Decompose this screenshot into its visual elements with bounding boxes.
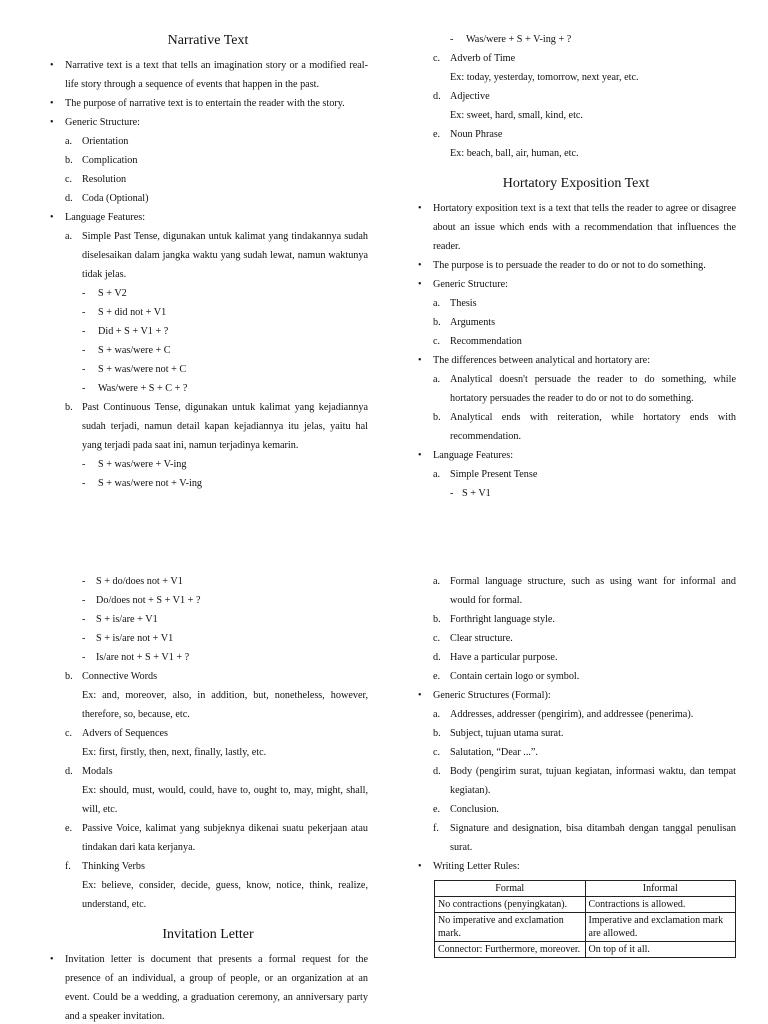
list-item [433, 572, 736, 610]
list-text: Thinking Verbs [82, 861, 145, 872]
list-label: a. [433, 298, 441, 309]
bullet-icon: • [418, 260, 422, 271]
bullet-item [416, 199, 736, 256]
bullet-item [48, 113, 368, 132]
list-label: c. [433, 747, 441, 758]
example-text: Ex: beach, ball, air, human, etc. [450, 148, 579, 159]
example-text: Ex: should, must, would, could, have to, ought to, may, might, shall, will, etc. [82, 785, 368, 815]
list-item [433, 705, 736, 724]
list-item [433, 465, 736, 484]
dash-icon: - [82, 576, 86, 587]
table-header-row [435, 881, 736, 897]
list-item [433, 370, 736, 408]
formula-text: S + is/are not + V1 [96, 633, 174, 644]
formula-line [82, 303, 368, 322]
list-item [65, 724, 368, 743]
list-item [433, 294, 736, 313]
bullet-icon: • [50, 117, 54, 128]
list-text: Subject, tujuan utama surat. [450, 728, 564, 739]
bullet-item [416, 275, 736, 294]
list-label: b. [65, 671, 73, 682]
list-label: a. [65, 231, 73, 242]
list-text: Have a particular purpose. [450, 652, 558, 663]
hortatory-continued-section [48, 572, 368, 1024]
formula-text: Is/are not + S + V1 + ? [96, 652, 190, 663]
list-item [65, 227, 368, 284]
bullet-item [48, 94, 368, 113]
example-text: Ex: sweet, hard, small, kind, etc. [450, 110, 583, 121]
list-item [433, 743, 736, 762]
bullet-text: Generic Structure: [433, 279, 508, 290]
list-text: Thesis [450, 298, 477, 309]
list-label: b. [65, 402, 73, 413]
bullet-text: Invitation letter is document that presents a formal request for the presence of an individual, a group of people, or an organization at an event. Could be a wedding, a graduation ceremony, an anniversary party and a speaker invitation. [65, 954, 368, 1022]
table-row [435, 897, 736, 913]
narrative-section [48, 32, 368, 493]
list-text: Conclusion. [450, 804, 499, 815]
list-label: f. [433, 823, 439, 834]
formula-line [82, 455, 368, 474]
narrative-continued-section [416, 30, 736, 503]
table-header: Informal [585, 881, 736, 897]
writing-rules-table [434, 880, 736, 958]
list-label: b. [433, 412, 441, 423]
dash-icon: - [82, 614, 86, 625]
bullet-item [416, 446, 736, 465]
bullet-item [416, 857, 736, 876]
bullet-text: Generic Structure: [65, 117, 140, 128]
formula-line [82, 629, 368, 648]
dash-icon: - [82, 633, 86, 644]
table-cell: Imperative and exclamation mark are allowed. [585, 913, 736, 942]
list-item [433, 819, 736, 857]
bullet-item [48, 950, 368, 1024]
list-label: a. [433, 576, 441, 587]
list-text: Addresses, addresser (pengirim), and addressee (penerima). [450, 709, 694, 720]
dash-icon: - [82, 478, 86, 489]
table-row [435, 942, 736, 958]
bullet-text: The purpose is to persuade the reader to do or not to do something. [433, 260, 706, 271]
list-item [65, 667, 368, 686]
list-item [65, 189, 368, 208]
list-label: d. [65, 766, 73, 777]
list-label: c. [433, 633, 441, 644]
bullet-icon: • [418, 450, 422, 461]
formula-line [82, 322, 368, 341]
bullet-icon: • [418, 690, 422, 701]
bullet-icon: • [418, 279, 422, 290]
list-item [433, 408, 736, 446]
dash-icon: - [82, 383, 86, 394]
list-text: Passive Voice, kalimat yang subjeknya dikenai suatu pekerjaan atau tindakan dari kata kerjanya. [82, 823, 368, 853]
formula-text: S + V2 [98, 288, 127, 299]
formula-text: S + do/does not + V1 [96, 576, 183, 587]
list-label: b. [433, 614, 441, 625]
list-label: d. [433, 91, 441, 102]
list-label: e. [65, 823, 73, 834]
formula-text: Was/were + S + V-ing + ? [466, 34, 572, 45]
list-label: c. [433, 53, 441, 64]
list-text: Salutation, “Dear ...”. [450, 747, 538, 758]
list-text: Coda (Optional) [82, 193, 149, 204]
example-text: Ex: and, moreover, also, in addition, but, nonetheless, however, therefore, so, because, etc. [82, 690, 368, 720]
list-text: Adverb of Time [450, 53, 516, 64]
list-text: Noun Phrase [450, 129, 503, 140]
section-title: Narrative Text [167, 33, 249, 48]
formula-line [82, 591, 368, 610]
list-label: e. [433, 804, 441, 815]
list-item [65, 151, 368, 170]
list-text: Orientation [82, 136, 129, 147]
formula-text: S + did not + V1 [98, 307, 167, 318]
list-text: Advers of Sequences [82, 728, 169, 739]
list-text: Signature and designation, bisa ditambah dengan tanggal penulisan surat. [450, 823, 736, 853]
table-header: Formal [435, 881, 586, 897]
dash-icon: - [82, 459, 86, 470]
list-item [433, 125, 736, 144]
bullet-icon: • [418, 861, 422, 872]
dash-icon: - [450, 488, 454, 499]
section-title: Hortatory Exposition Text [502, 176, 650, 191]
bullet-text: Narrative text is a text that tells an imagination story or a modified real-life story through a sequence of events that happen in the past. [65, 60, 368, 90]
list-label: b. [65, 155, 73, 166]
list-label: d. [65, 193, 73, 204]
formula-text: S + was/were not + C [98, 364, 187, 375]
list-item [65, 398, 368, 455]
section-title: Invitation Letter [162, 927, 254, 942]
list-text: Simple Present Tense [450, 469, 538, 480]
list-text: Contain certain logo or symbol. [450, 671, 580, 682]
list-text: Adjective [450, 91, 490, 102]
list-label: d. [433, 766, 441, 777]
list-item [433, 610, 736, 629]
formula-text: S + is/are + V1 [96, 614, 158, 625]
list-item [433, 800, 736, 819]
table-cell: Connector: Furthermore, moreover. [435, 942, 586, 958]
table-cell: No contractions (penyingkatan). [435, 897, 586, 913]
list-item [65, 857, 368, 876]
bullet-text: Generic Structures (Formal): [433, 690, 551, 701]
dash-icon: - [82, 345, 86, 356]
bullet-text: The differences between analytical and hortatory are: [433, 355, 651, 366]
list-text: Arguments [450, 317, 496, 328]
formula-line [82, 648, 368, 667]
list-label: a. [433, 374, 441, 385]
list-text: Complication [82, 155, 138, 166]
formula-text: S + V1 [462, 488, 491, 499]
list-item [433, 629, 736, 648]
page-gap [0, 528, 768, 562]
bullet-icon: • [418, 203, 422, 214]
list-text: Recommendation [450, 336, 522, 347]
list-label: b. [433, 728, 441, 739]
formula-line [82, 572, 368, 591]
list-label: a. [433, 709, 441, 720]
list-item [433, 87, 736, 106]
list-item [433, 648, 736, 667]
table-cell: Contractions is allowed. [585, 897, 736, 913]
dash-icon: - [82, 288, 86, 299]
formula-line [82, 610, 368, 629]
dash-icon: - [82, 652, 86, 663]
bullet-icon: • [50, 212, 54, 223]
list-item [65, 819, 368, 857]
formula-line [450, 30, 736, 49]
list-label: a. [433, 469, 441, 480]
example-text: Ex: first, firstly, then, next, finally, lastly, etc. [82, 747, 267, 758]
formula-text: Was/were + S + C + ? [98, 383, 188, 394]
bullet-icon: • [50, 98, 54, 109]
list-text: Resolution [82, 174, 127, 185]
formula-line [82, 341, 368, 360]
list-label: e. [433, 671, 441, 682]
list-label: c. [65, 174, 73, 185]
bullet-text: Hortatory exposition text is a text that tells the reader to agree or disagree about an issue which ends with a recommendation that influences the reader. [433, 203, 736, 252]
table-cell: On top of it all. [585, 942, 736, 958]
list-label: a. [65, 136, 73, 147]
formula-text: Did + S + V1 + ? [98, 326, 169, 337]
table-row [435, 913, 736, 942]
bullet-text: The purpose of narrative text is to entertain the reader with the story. [65, 98, 345, 109]
list-text: Clear structure. [450, 633, 513, 644]
list-label: c. [433, 336, 441, 347]
formula-text: S + was/were not + V-ing [98, 478, 203, 489]
list-text: Past Continuous Tense, digunakan untuk kalimat yang kejadiannya sudah terjadi, namun detail kapan kejadiannya itu jelas, yaitu hal yang terjadi pada saat ini, namun terjadinya kemarin. [82, 402, 368, 451]
list-label: b. [433, 317, 441, 328]
document-page-2 [0, 562, 768, 1024]
formula-line [82, 284, 368, 303]
list-item [65, 170, 368, 189]
formula-text: Do/does not + S + V1 + ? [96, 595, 201, 606]
list-text: Modals [82, 766, 113, 777]
list-item [65, 762, 368, 781]
dash-icon: - [82, 307, 86, 318]
formula-line [450, 484, 736, 503]
list-item [65, 132, 368, 151]
formula-text: S + was/were + V-ing [98, 459, 187, 470]
list-label: f. [65, 861, 71, 872]
bullet-icon: • [50, 60, 54, 71]
list-label: e. [433, 129, 441, 140]
invitation-continued-section [416, 572, 736, 958]
list-label: c. [65, 728, 73, 739]
table-cell: No imperative and exclamation mark. [435, 913, 586, 942]
list-text: Body (pengirim surat, tujuan kegiatan, informasi waktu, dan tempat kegiatan). [450, 766, 736, 796]
bullet-text: Language Features: [65, 212, 146, 223]
list-item [433, 49, 736, 68]
list-text: Simple Past Tense, digunakan untuk kalimat yang tindakannya sudah diselesaikan dalam jangka waktu yang sudah lewat, namun waktunya tidak jelas. [82, 231, 368, 280]
list-text: Analytical doesn't persuade the reader to do something, while hortatory persuades the reader to do or not to do something. [450, 374, 736, 404]
list-item [433, 762, 736, 800]
bullet-text: Language Features: [433, 450, 514, 461]
formula-line [82, 360, 368, 379]
list-text: Formal language structure, such as using want for informal and would for formal. [450, 576, 736, 606]
list-label: d. [433, 652, 441, 663]
formula-line [82, 379, 368, 398]
bullet-item [416, 256, 736, 275]
list-item [433, 667, 736, 686]
example-text: Ex: today, yesterday, tomorrow, next year, etc. [450, 72, 639, 83]
dash-icon: - [82, 595, 86, 606]
list-item [433, 313, 736, 332]
bullet-item [48, 208, 368, 227]
dash-icon: - [82, 326, 86, 337]
dash-icon: - [82, 364, 86, 375]
example-text: Ex: believe, consider, decide, guess, know, notice, think, realize, understand, etc. [82, 880, 368, 910]
formula-line [82, 474, 368, 493]
formula-text: S + was/were + C [98, 345, 171, 356]
list-text: Forthright language style. [450, 614, 555, 625]
bullet-icon: • [50, 954, 54, 965]
bullet-item [48, 56, 368, 94]
list-item [433, 332, 736, 351]
bullet-item [416, 686, 736, 705]
list-text: Connective Words [82, 671, 158, 682]
bullet-text: Writing Letter Rules: [433, 861, 520, 872]
bullet-item [416, 351, 736, 370]
list-text: Analytical ends with reiteration, while hortatory ends with recommendation. [450, 412, 736, 442]
dash-icon: - [450, 34, 454, 45]
list-item [433, 724, 736, 743]
bullet-icon: • [418, 355, 422, 366]
